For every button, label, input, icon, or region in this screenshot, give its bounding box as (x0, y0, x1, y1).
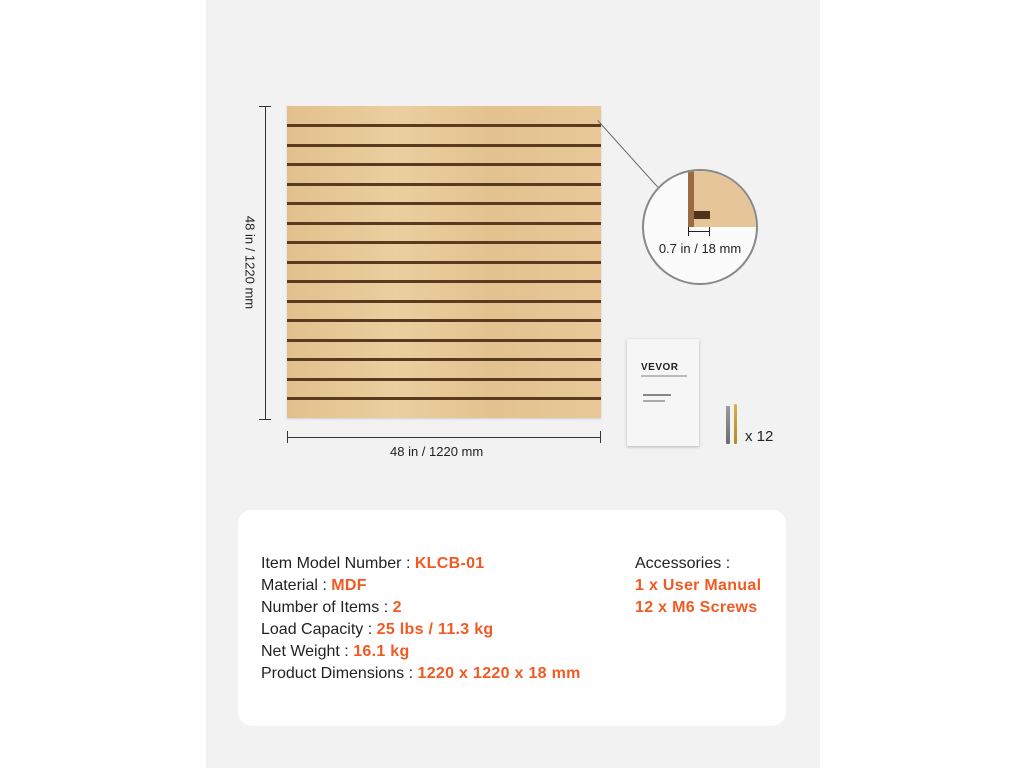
slat-groove (287, 222, 601, 225)
manual-text-line (643, 394, 671, 396)
slat-groove (287, 280, 601, 283)
accessory-item: 12 x M6 Screws (635, 599, 758, 616)
spec-list (261, 553, 581, 685)
screw-quantity: x 12 (745, 428, 774, 445)
spec-label: Material : (261, 577, 332, 594)
spec-label: Product Dimensions : (261, 665, 418, 682)
height-tick-bottom (259, 419, 271, 420)
thickness-measure-line (688, 231, 710, 232)
width-dimension-line (287, 437, 601, 438)
spec-label: Load Capacity : (261, 621, 377, 638)
manual-brand-logo: VEVOR (641, 362, 679, 373)
slat-groove (287, 202, 601, 205)
spec-label: Item Model Number : (261, 555, 415, 572)
user-manual-image (627, 339, 699, 446)
manual-subtitle-line (641, 375, 687, 377)
spec-label: Net Weight : (261, 643, 354, 660)
height-tick-top (259, 106, 271, 107)
screw-icon (734, 404, 737, 444)
spec-value: 25 lbs / 11.3 kg (376, 621, 494, 638)
spec-label: Number of Items : (261, 599, 393, 616)
slat-groove (287, 319, 601, 322)
spec-value: 2 (392, 599, 402, 616)
spec-value: 16.1 kg (353, 643, 410, 660)
slat-groove (287, 124, 601, 127)
spec-net-weight (261, 641, 581, 663)
slat-groove (287, 358, 601, 361)
spec-value: MDF (331, 577, 367, 594)
slat-groove (287, 397, 601, 400)
width-tick-right (600, 431, 601, 443)
spec-model (261, 553, 581, 575)
slat-groove (287, 339, 601, 342)
width-tick-left (287, 431, 288, 443)
accessories-heading: Accessories : (635, 555, 731, 572)
height-dimension-line (265, 106, 266, 420)
spec-product-dimensions (261, 663, 581, 685)
thickness-tick-left (688, 227, 689, 236)
slat-groove (287, 261, 601, 264)
slat-groove (287, 163, 601, 166)
spec-value: KLCB-01 (414, 555, 485, 572)
thickness-tick-right (709, 227, 710, 236)
height-label: 48 in / 1220 mm (242, 215, 258, 310)
spec-load-capacity (261, 619, 581, 641)
slat-groove (287, 378, 601, 381)
wall-anchor-icon (726, 406, 730, 444)
slat-groove (287, 300, 601, 303)
slat-groove (287, 183, 601, 186)
width-label: 48 in / 1220 mm (390, 444, 484, 459)
spec-number-of-items (261, 597, 581, 619)
slat-groove (287, 144, 601, 147)
manual-text-line (643, 400, 665, 402)
accessories-list (635, 553, 761, 619)
thickness-label: 0.7 in / 18 mm (658, 241, 742, 256)
slat-groove (287, 241, 601, 244)
thickness-callout (642, 169, 758, 285)
spec-value: 1220 x 1220 x 18 mm (417, 665, 581, 682)
spec-card (238, 510, 786, 726)
spec-material (261, 575, 581, 597)
slat-wall-panel (287, 106, 601, 418)
accessory-item: 1 x User Manual (635, 577, 762, 594)
panel-groove (694, 211, 710, 219)
